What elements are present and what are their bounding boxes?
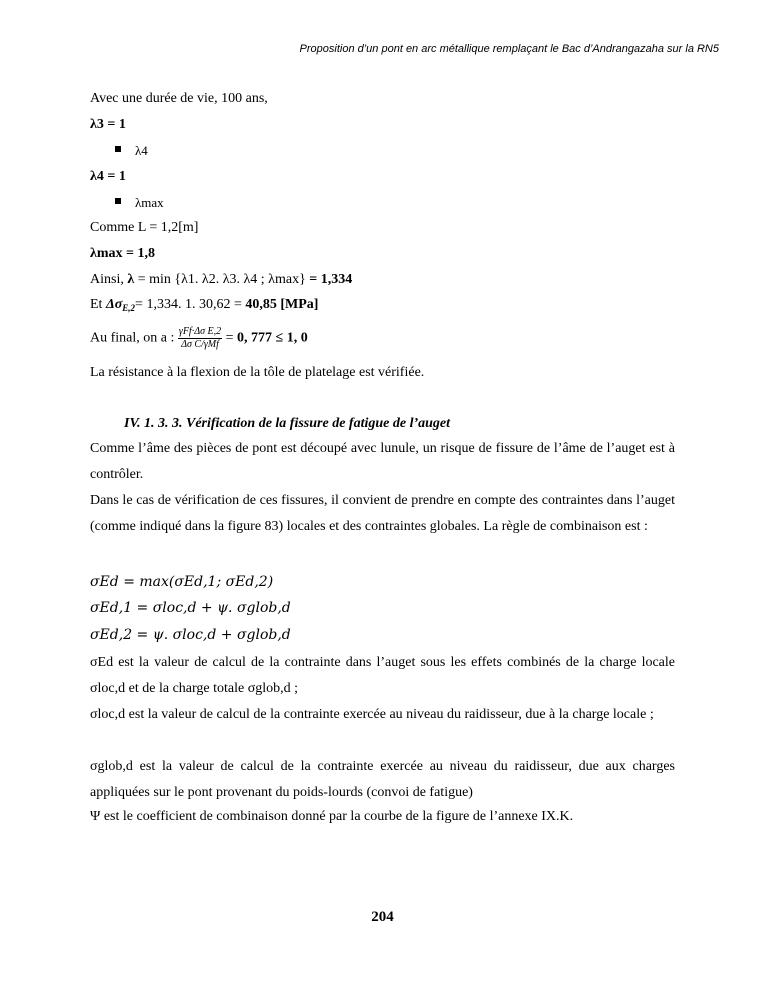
final-check-line: Au final, on a : $\frac{\text{γFf·Δσ E,2}}{\text{Δσ C/γMf}}$ = 0, 777 ≤ 1, 0: [90, 326, 308, 350]
bullet-icon: [115, 198, 121, 204]
page-number: 204: [371, 909, 394, 925]
paragraph: σloc,d est la valeur de calcul de la contrainte exercée au niveau du raidisseur, due à la charge locale ;: [90, 707, 654, 722]
bullet-item-lambda4: λ4: [135, 143, 148, 158]
delta-sigma-line: Et $\Delta\sigma_{E,2}= 1,334$. 1. 30,62 = 40,85 [MPa]: [90, 297, 319, 313]
lambda4-value: λ4 = 1: [90, 169, 126, 184]
section-heading: IV. 1. 3. 3. Vérification de la fissure de fatigue de l’auget: [124, 416, 451, 431]
paragraph: σEd est la valeur de calcul de la contrainte dans l’auget sous les effets combinés de la charge locale σloc,d et de la charge totale σglob,d ;: [90, 655, 675, 696]
equation: σEd,2 = ψ. σloc,d + σglob,d: [90, 627, 291, 643]
paragraph: Dans le cas de vérification de ces fissures, il convient de prendre en compte des contraintes dans l’auget (comme indiqué dans la figure 83) locales et des contraintes globales. La règle de combinaison est :: [90, 493, 675, 534]
bullet-item-lambdamax: λmax: [135, 195, 164, 210]
lambdamax-value: λmax = 1,8: [90, 246, 156, 261]
paragraph: σglob,d est la valeur de calcul de la contrainte exercée au niveau du raidisseur, due aux charges appliquées sur le pont provenant du poids-lourds (convoi de fatigue): [90, 759, 675, 800]
equation: σEd = max(σEd,1; σEd,2): [90, 574, 274, 590]
text-line: La résistance à la flexion de la tôle de platelage est vérifiée.: [90, 365, 425, 380]
running-header: Proposition d’un pont en arc métallique remplaçant le Bac d’Andrangazaha sur la RN5: [299, 43, 719, 55]
equation: σEd,1 = σloc,d + ψ. σglob,d: [90, 600, 291, 616]
lambda-result-line: Ainsi, λ = min {λ1. λ2. λ3. λ4 ; λmax} = 1,334: [90, 272, 353, 287]
text-line: Comme L = 1,2[m]: [90, 220, 199, 235]
text-line: Avec une durée de vie, 100 ans,: [90, 91, 268, 106]
fraction: $\frac{\text{γFf·Δσ E,2}}{\text{Δσ C/γMf}}$: [178, 326, 222, 350]
paragraph: Ψ est le coefficient de combinaison donné par la courbe de la figure de l’annexe IX.K.: [90, 809, 574, 824]
lambda3-value: λ3 = 1: [90, 117, 126, 132]
paragraph: Comme l’âme des pièces de pont est découpé avec lunule, un risque de fissure de l’âme de l’auget est à contrôler.: [90, 441, 675, 482]
bullet-icon: [115, 146, 121, 152]
